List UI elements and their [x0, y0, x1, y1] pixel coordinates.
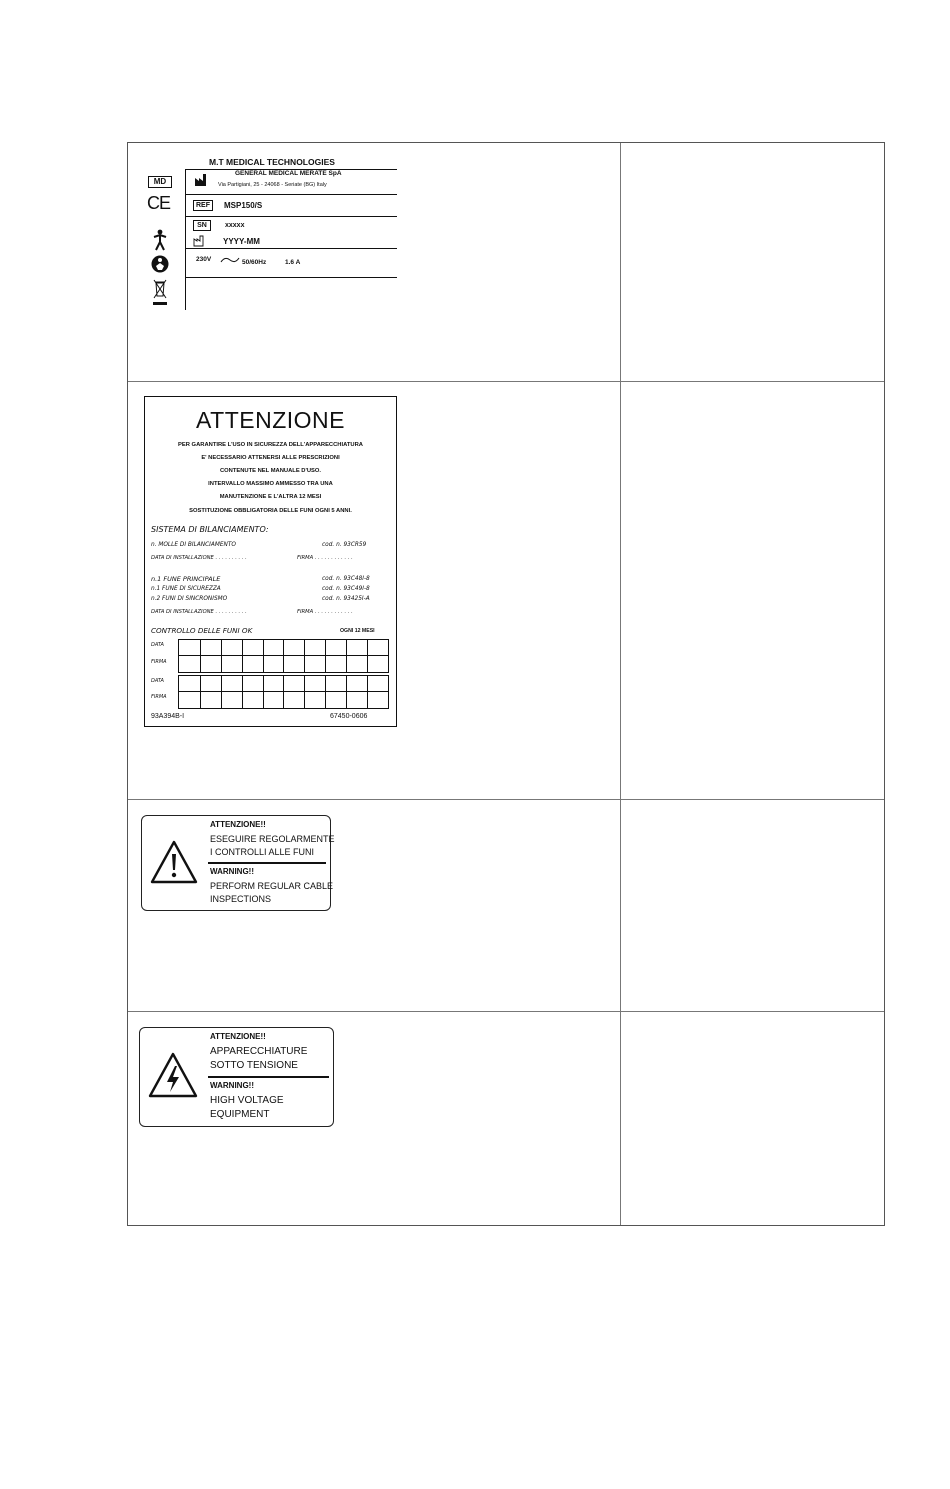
voltage-line2-en: EQUIPMENT — [210, 1109, 270, 1120]
safety-rope-code: cod. n. 93C49I-8 — [322, 586, 370, 592]
instruction-line: INTERVALLO MASSIMO AMMESSO TRA UNA — [208, 481, 333, 487]
ce-mark: CE — [147, 193, 171, 213]
company-name: GENERAL MEDICAL MERATE SpA — [235, 170, 342, 177]
date-row-label: DATA — [151, 678, 164, 684]
signature-2: FIRMA . . . . . . . . . . . . — [297, 609, 353, 615]
maintenance-label — [144, 396, 397, 727]
sn-symbol: SN — [193, 220, 211, 231]
cable-heading-it: ATTENZIONE!! — [210, 820, 266, 829]
label-code-left: 93A394B-I — [151, 713, 185, 720]
signature-1: FIRMA . . . . . . . . . . . . — [297, 555, 353, 561]
voltage-line2-it: SOTTO TENSIONE — [210, 1060, 298, 1071]
column-divider — [620, 143, 621, 1225]
rope-check-heading: CONTROLLO DELLE FUNI OK — [151, 626, 253, 635]
manufacture-date-icon — [193, 235, 209, 247]
main-rope-code: cod. n. 93C48I-8 — [322, 576, 370, 582]
device-rating-label — [138, 153, 418, 323]
instruction-line: MANUTENZIONE E L'ALTRA 12 MESI — [219, 494, 322, 500]
cable-heading-en: WARNING!! — [210, 867, 254, 876]
company-address: Via Partigiani, 25 - 24068 - Seriate (BG) Italy — [218, 182, 327, 188]
voltage-heading-it: ATTENZIONE!! — [210, 1032, 266, 1041]
safety-rope-label: n.1 FUNE DI SICUREZZA — [151, 586, 221, 592]
install-date-1: DATA DI INSTALLAZIONE . . . . . . . . . . — [151, 555, 247, 561]
body-type-icon — [152, 229, 168, 251]
label-code-right: 67450-0606 — [330, 713, 368, 720]
check-grid — [178, 675, 389, 709]
voltage-line1-en: HIGH VOLTAGE — [210, 1095, 284, 1106]
instruction-line: PER GARANTIRE L'USO IN SICUREZZA DELL'APPARECCHIATURA — [178, 442, 363, 448]
voltage-heading-en: WARNING!! — [210, 1081, 254, 1090]
alternating-current-icon — [220, 256, 240, 264]
ref-value: MSP150/S — [224, 201, 263, 210]
cable-line2-it: I CONTROLLI ALLE FUNI — [210, 847, 315, 857]
springs-label: n. MOLLE DI BILANCIAMENTO — [151, 542, 236, 548]
date-row-label: DATA — [151, 642, 164, 648]
sign-row-label: FIRMA — [151, 694, 167, 700]
frequency: 50/60Hz — [242, 259, 267, 266]
main-rope-label: n.1 FUNE PRINCIPALE — [151, 575, 221, 583]
row-divider — [128, 799, 884, 800]
row-divider — [128, 381, 884, 382]
cable-line1-en: PERFORM REGULAR CABLE — [210, 881, 334, 891]
instruction-line: SOSTITUZIONE OBBLIGATORIA DELLE FUNI OGNI 5 ANNI. — [189, 508, 352, 514]
rope-check-interval: OGNI 12 MESI — [340, 628, 375, 634]
sign-row-label: FIRMA — [151, 659, 167, 665]
instruction-line: CONTENUTE NEL MANUALE D'USO. — [219, 468, 322, 474]
sync-rope-code: cod. n. 93425I-A — [322, 596, 370, 602]
manufacturer-icon — [194, 173, 210, 187]
voltage: 230V — [196, 256, 212, 263]
high-voltage-warning-label — [139, 1027, 334, 1127]
warning-triangle-icon — [150, 840, 198, 884]
springs-code: cod. n. 93CR59 — [322, 542, 367, 548]
maintenance-title: ATTENZIONE — [196, 407, 345, 433]
weee-bin-icon — [152, 278, 168, 306]
labels-table — [127, 142, 885, 1226]
cable-line1-it: ESEGUIRE REGOLARMENTE — [210, 834, 335, 844]
balancing-system-heading: SISTEMA DI BILANCIAMENTO: — [151, 525, 269, 534]
cable-line2-en: INSPECTIONS — [210, 894, 272, 904]
sn-value: xxxxx — [225, 222, 245, 229]
ref-symbol: REF — [193, 200, 213, 211]
high-voltage-icon — [148, 1052, 198, 1098]
instruction-line: E' NECESSARIO ATTENERSI ALLE PRESCRIZIONI — [201, 455, 340, 461]
check-grid — [178, 639, 389, 673]
instructions-icon — [151, 255, 169, 273]
manufacturer-header: M.T MEDICAL TECHNOLOGIES — [209, 157, 335, 167]
voltage-line1-it: APPARECCHIATURE — [210, 1046, 308, 1057]
date-value: YYYY-MM — [223, 237, 260, 246]
row-divider — [128, 1011, 884, 1012]
sync-rope-label: n.2 FUNI DI SINCRONISMO — [151, 596, 228, 602]
install-date-2: DATA DI INSTALLAZIONE . . . . . . . . . . — [151, 609, 247, 615]
cable-warning-label — [141, 815, 335, 911]
md-symbol: MD — [148, 176, 172, 188]
current: 1.6 A — [285, 259, 301, 266]
